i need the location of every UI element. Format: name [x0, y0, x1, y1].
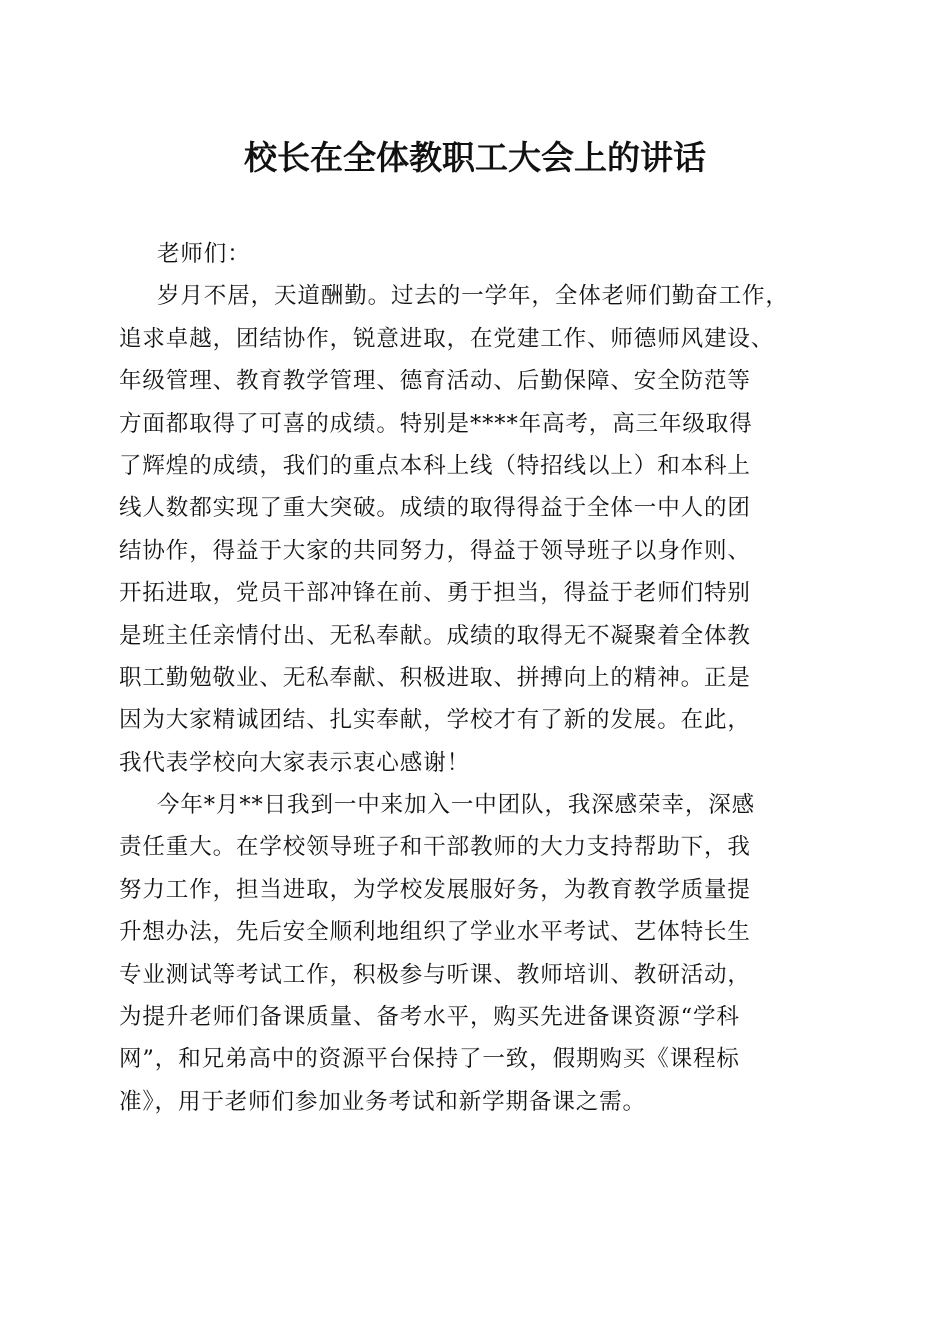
- paragraph-1: [119, 275, 829, 784]
- paragraph-line: 今年*月**日我到一中来加入一中团队，我深感荣幸，深感: [157, 792, 756, 819]
- paragraph-line: 准》，用于老师们参加业务考试和新学期备课之需。: [119, 1088, 646, 1115]
- paragraph-line: 网”，和兄弟高中的资源平台保持了一致，假期购买《课程标: [119, 1046, 740, 1073]
- paragraph-line: 是班主任亲情付出、无私奉献。成绩的取得无不凝聚着全体教: [119, 622, 751, 649]
- paragraph-line: 岁月不居，天道酬勤。过去的一学年，全体老师们勤奋工作，: [157, 283, 789, 310]
- paragraph-line: 开拓进取，党员干部冲锋在前、勇于担当，得益于老师们特别: [119, 580, 751, 607]
- paragraph-line: 努力工作，担当进取，为学校发展服好务，为教育教学质量提: [119, 876, 751, 903]
- paragraph-line: 升想办法，先后安全顺利地组织了学业水平考试、艺体特长生: [119, 919, 751, 946]
- paragraph-line: 职工勤勉敬业、无私奉献、积极进取、拼搏向上的精神。正是: [119, 664, 751, 691]
- paragraph-line: 为提升老师们备课质量、备考水平，购买先进备课资源“学科: [119, 1004, 740, 1031]
- paragraph-line: 追求卓越，团结协作，锐意进取，在党建工作、师德师风建设、: [119, 325, 775, 352]
- paragraph-line: 我代表学校向大家表示衷心感谢！: [119, 749, 471, 776]
- paragraph-line: 结协作，得益于大家的共同努力，得益于领导班子以身作则、: [119, 537, 751, 564]
- document-title: 校长在全体教职工大会上的讲话: [244, 138, 706, 177]
- paragraph-2: [119, 784, 829, 1123]
- paragraph-line: 方面都取得了可喜的成绩。特别是****年高考，高三年级取得: [119, 410, 753, 437]
- salutation: 老师们：: [157, 241, 251, 267]
- document-body: [119, 233, 829, 1123]
- paragraph-line: 了辉煌的成绩，我们的重点本科上线（特招线以上）和本科上: [119, 452, 751, 479]
- paragraph-line: 责任重大。在学校领导班子和干部教师的大力支持帮助下，我: [119, 834, 751, 861]
- paragraph-line: 年级管理、教育教学管理、德育活动、后勤保障、安全防范等: [119, 368, 751, 395]
- paragraph-line: 专业测试等考试工作，积极参与听课、教师培训、教研活动，: [119, 961, 751, 988]
- paragraph-line: 线人数都实现了重大突破。成绩的取得得益于全体一中人的团: [119, 495, 751, 522]
- paragraph-line: 因为大家精诚团结、扎实奉献，学校才有了新的发展。在此，: [119, 707, 751, 734]
